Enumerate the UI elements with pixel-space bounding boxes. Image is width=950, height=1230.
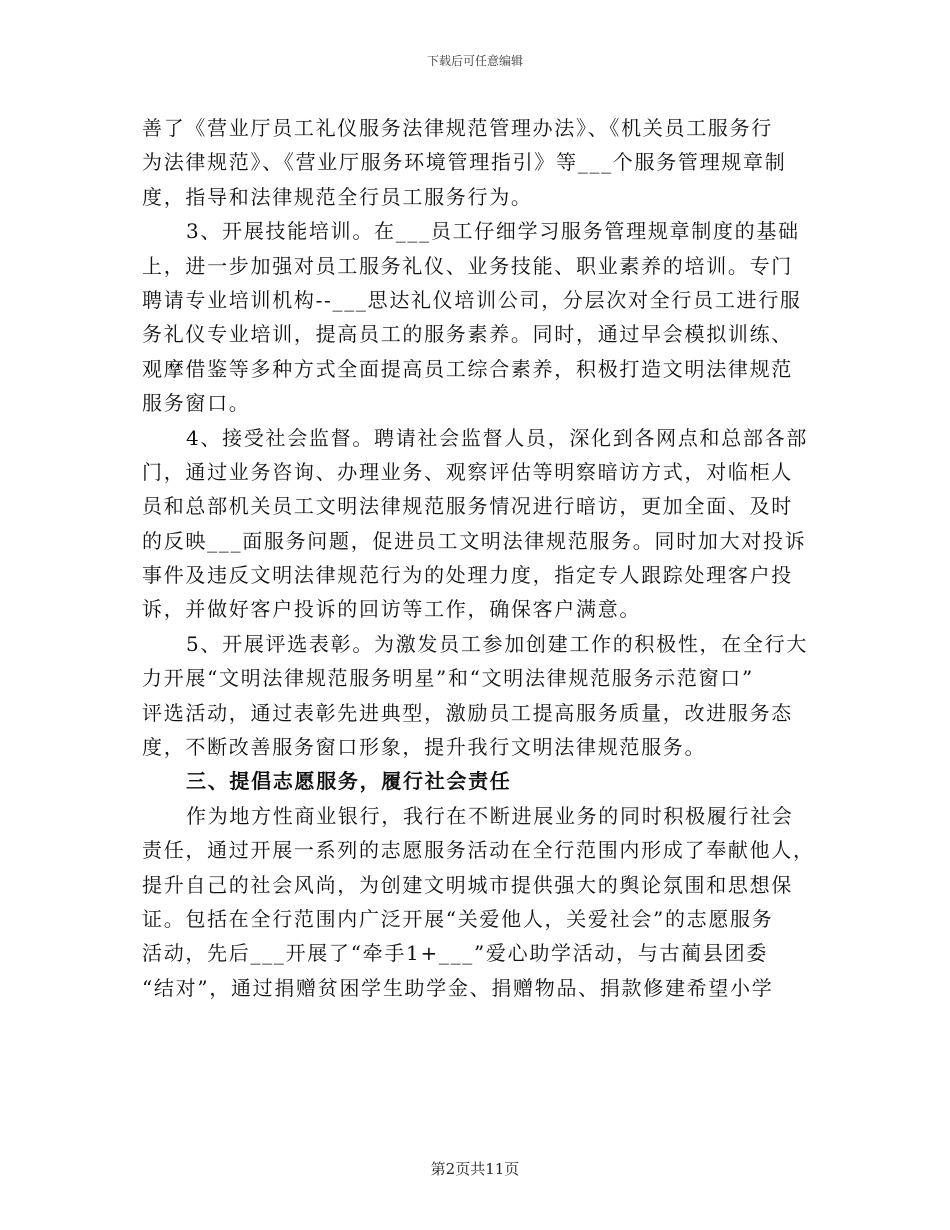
text-line: 事件及违反文明法律规范行为的处理力度，指定专人跟踪处理客户投 (142, 563, 793, 588)
text-line: 力开展“文明法律规范服务明星”和“文明法律规范服务示范窗口” (142, 666, 754, 691)
text-line: 5、开展评选表彰。为激发员工参加创建工作的积极性，在全行大 (186, 631, 809, 656)
text-line: 4、接受社会监督。聘请社会监督人员，深化到各网点和总部各部 (186, 425, 809, 450)
text-line: “结对”，通过捐赠贫困学生助学金、捐赠物品、捐款修建希望小学 (142, 975, 774, 1000)
text-line: 作为地方性商业银行，我行在不断进展业务的同时积极履行社会 (186, 803, 794, 828)
text-line: 上，进一步加强对员工服务礼仪、业务技能、职业素养的培训。专门 (142, 253, 793, 278)
text-line: 度，不断改善服务窗口形象，提升我行文明法律规范服务。 (142, 735, 707, 760)
text-line: 3、开展技能培训。在___员工仔细学习服务管理规章制度的基础 (186, 219, 800, 244)
text-line: 员和总部机关员工文明法律规范服务情况进行暗访，更加全面、及时 (142, 494, 793, 519)
text-line: 评选活动，通过表彰先进典型，激励员工提高服务质量，改进服务态 (142, 700, 793, 725)
page-header: 下载后可任意编辑 (426, 54, 523, 68)
text-line: 善了《营业厅员工礼仪服务法律规范管理办法》、《机关员工服务行 (142, 116, 773, 140)
text-line: 度，指导和法律规范全行员工服务行为。 (142, 184, 533, 209)
text-line: 务礼仪专业培训，提高员工的服务素养。同时，通过早会模拟训练、 (142, 322, 793, 347)
text-line: 证。包括在全行范围内广泛开展“关爱他人，关爱社会”的志愿服务 (142, 906, 774, 931)
text-line: 提升自己的社会风尚，为创建文明城市提供强大的舆论氛围和思想保 (142, 872, 793, 897)
text-line: 责任，通过开展一系列的志愿服务活动在全行范围内形成了奉献他人， (142, 838, 815, 863)
page-number: 第2页共11页 (430, 1160, 520, 1178)
text-line: 诉，并做好客户投诉的回访等工作，确保客户满意。 (142, 597, 642, 622)
text-line: 观摩借鉴等多种方式全面提高员工综合素养，积极打造文明法律规范 (142, 356, 793, 381)
text-line: 的反映___面服务问题，促进员工文明法律规范服务。同时加大对投诉 (142, 528, 807, 553)
text-line: 聘请专业培训机构--___思达礼仪培训公司，分层次对全行员工进行服 (142, 287, 802, 312)
text-line: 活动，先后___开展了“牵手1+___”爱心助学活动，与古蔺县团委 (142, 941, 769, 966)
section-heading: 三、提倡志愿服务，履行社会责任 (186, 769, 512, 794)
document-body (142, 111, 815, 1005)
text-line: 门，通过业务咨询、办理业务、观察评估等明察暗访方式，对临柜人 (142, 459, 793, 484)
text-line: 为法律规范》、《营业厅服务环境管理指引》等___个服务管理规章制 (142, 150, 787, 175)
text-line: 服务窗口。 (142, 391, 251, 416)
